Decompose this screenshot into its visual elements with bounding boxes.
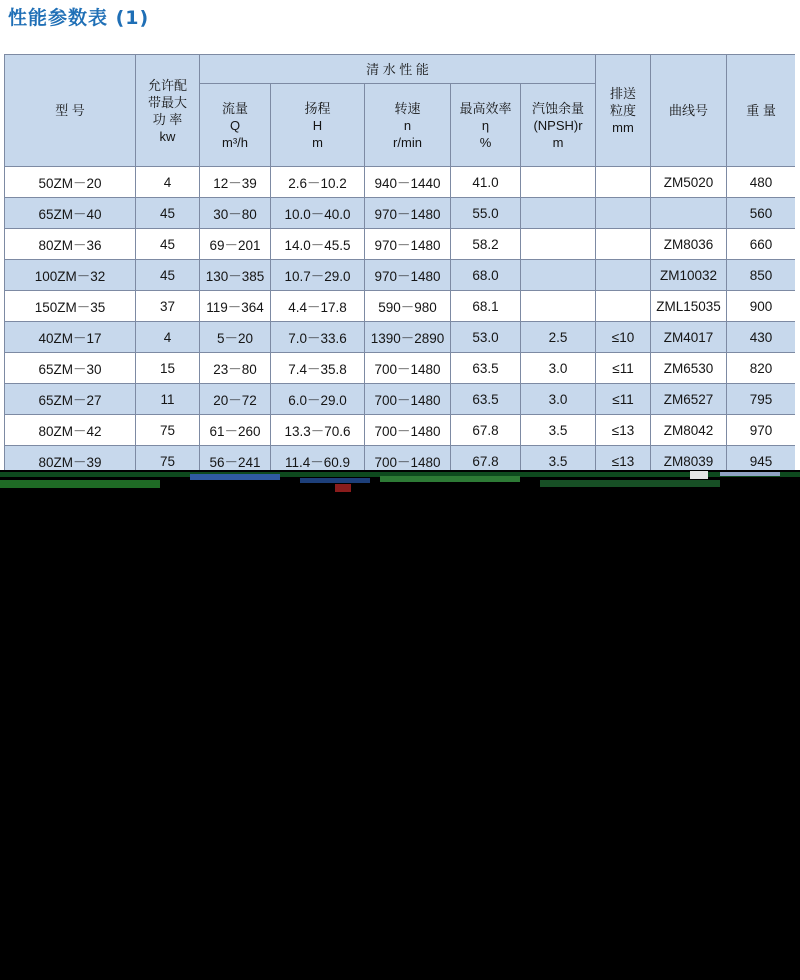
cell-particle xyxy=(596,229,651,260)
cell-weight: 430 xyxy=(727,322,795,353)
cell-flow: 130－385 xyxy=(200,260,271,291)
col-npsh-header: 汽蚀余量 (NPSH)r m xyxy=(521,84,596,167)
cell-head: 6.0－29.0 xyxy=(271,384,365,415)
col-model-header: 型 号 xyxy=(5,55,136,167)
cell-power: 75 xyxy=(136,446,200,471)
cell-flow: 69－201 xyxy=(200,229,271,260)
cell-particle xyxy=(596,198,651,229)
table-row xyxy=(5,229,796,260)
cell-curve: ZM8042 xyxy=(651,415,727,446)
cell-efficiency: 68.0 xyxy=(451,260,521,291)
cell-npsh: 3.0 xyxy=(521,384,596,415)
cell-efficiency: 41.0 xyxy=(451,167,521,198)
cell-speed: 1390－2890 xyxy=(365,322,451,353)
cell-model: 80ZM－39 xyxy=(5,446,136,471)
cell-weight: 850 xyxy=(727,260,795,291)
table-row xyxy=(5,291,796,322)
cell-curve: ZM5020 xyxy=(651,167,727,198)
col-power-header: 允许配 带最大 功 率 kw xyxy=(136,55,200,167)
cell-model: 80ZM－42 xyxy=(5,415,136,446)
cell-head: 14.0－45.5 xyxy=(271,229,365,260)
table-body xyxy=(5,167,796,471)
cell-weight: 900 xyxy=(727,291,795,322)
cell-weight: 795 xyxy=(727,384,795,415)
cell-speed: 590－980 xyxy=(365,291,451,322)
cell-npsh: 2.5 xyxy=(521,322,596,353)
cell-speed: 970－1480 xyxy=(365,260,451,291)
cell-model: 65ZM－40 xyxy=(5,198,136,229)
col-speed-header: 转速 n r/min xyxy=(365,84,451,167)
cell-flow: 61－260 xyxy=(200,415,271,446)
cell-power: 37 xyxy=(136,291,200,322)
cell-efficiency: 55.0 xyxy=(451,198,521,229)
cell-power: 45 xyxy=(136,260,200,291)
cell-flow: 56－241 xyxy=(200,446,271,471)
cell-head: 13.3－70.6 xyxy=(271,415,365,446)
cell-efficiency: 67.8 xyxy=(451,446,521,471)
cell-npsh xyxy=(521,167,596,198)
clean-water-group-header: 清 水 性 能 xyxy=(200,55,596,84)
cell-npsh xyxy=(521,229,596,260)
col-particle-header: 排送 粒度 mm xyxy=(596,55,651,167)
cell-particle: ≤11 xyxy=(596,384,651,415)
performance-table-wrap xyxy=(4,54,795,470)
table-row xyxy=(5,415,796,446)
col-weight-header: 重 量 xyxy=(727,55,795,167)
table-row xyxy=(5,198,796,229)
cell-curve: ZM8039 xyxy=(651,446,727,471)
cell-flow: 5－20 xyxy=(200,322,271,353)
cell-particle: ≤13 xyxy=(596,415,651,446)
cell-weight: 480 xyxy=(727,167,795,198)
cell-particle: ≤13 xyxy=(596,446,651,471)
cell-weight: 560 xyxy=(727,198,795,229)
cell-head: 10.0－40.0 xyxy=(271,198,365,229)
cell-curve: ZM4017 xyxy=(651,322,727,353)
cell-particle xyxy=(596,260,651,291)
cell-flow: 30－80 xyxy=(200,198,271,229)
cell-model: 65ZM－27 xyxy=(5,384,136,415)
cell-speed: 940－1440 xyxy=(365,167,451,198)
cell-particle: ≤10 xyxy=(596,322,651,353)
table-row xyxy=(5,260,796,291)
cell-curve xyxy=(651,198,727,229)
performance-table xyxy=(4,54,795,470)
cell-head: 7.0－33.6 xyxy=(271,322,365,353)
col-curve-header: 曲线号 xyxy=(651,55,727,167)
cell-head: 7.4－35.8 xyxy=(271,353,365,384)
cell-curve: ZM6530 xyxy=(651,353,727,384)
page-title: 性能参数表 (1) xyxy=(8,7,150,29)
cell-efficiency: 53.0 xyxy=(451,322,521,353)
cell-speed: 700－1480 xyxy=(365,415,451,446)
cell-model: 40ZM－17 xyxy=(5,322,136,353)
cell-weight: 945 xyxy=(727,446,795,471)
cell-head: 2.6－10.2 xyxy=(271,167,365,198)
cell-head: 11.4－60.9 xyxy=(271,446,365,471)
col-flow-header: 流量 Q m³/h xyxy=(200,84,271,167)
cell-head: 4.4－17.8 xyxy=(271,291,365,322)
cell-model: 65ZM－30 xyxy=(5,353,136,384)
cell-particle: ≤11 xyxy=(596,353,651,384)
cell-curve: ZM6527 xyxy=(651,384,727,415)
table-row xyxy=(5,322,796,353)
cell-model: 50ZM－20 xyxy=(5,167,136,198)
cell-speed: 700－1480 xyxy=(365,353,451,384)
cell-flow: 23－80 xyxy=(200,353,271,384)
cell-model: 150ZM－35 xyxy=(5,291,136,322)
col-head-header: 扬程 H m xyxy=(271,84,365,167)
cell-efficiency: 63.5 xyxy=(451,384,521,415)
cell-curve: ZML15035 xyxy=(651,291,727,322)
cell-efficiency: 68.1 xyxy=(451,291,521,322)
cell-speed: 970－1480 xyxy=(365,229,451,260)
cell-particle xyxy=(596,291,651,322)
cell-power: 4 xyxy=(136,167,200,198)
image-corruption-band xyxy=(0,462,800,494)
cell-power: 11 xyxy=(136,384,200,415)
cell-flow: 12－39 xyxy=(200,167,271,198)
cell-power: 45 xyxy=(136,229,200,260)
cell-weight: 660 xyxy=(727,229,795,260)
cell-speed: 700－1480 xyxy=(365,384,451,415)
cell-power: 15 xyxy=(136,353,200,384)
cell-speed: 700－1480 xyxy=(365,446,451,471)
cell-npsh xyxy=(521,198,596,229)
cell-particle xyxy=(596,167,651,198)
cell-flow: 20－72 xyxy=(200,384,271,415)
cell-model: 80ZM－36 xyxy=(5,229,136,260)
cell-npsh xyxy=(521,291,596,322)
cell-efficiency: 63.5 xyxy=(451,353,521,384)
cell-curve: ZM10032 xyxy=(651,260,727,291)
cell-head: 10.7－29.0 xyxy=(271,260,365,291)
cell-npsh: 3.5 xyxy=(521,415,596,446)
cell-efficiency: 67.8 xyxy=(451,415,521,446)
cell-power: 4 xyxy=(136,322,200,353)
col-efficiency-header: 最高效率 η % xyxy=(451,84,521,167)
cell-power: 75 xyxy=(136,415,200,446)
cell-power: 45 xyxy=(136,198,200,229)
table-row xyxy=(5,384,796,415)
cell-model: 100ZM－32 xyxy=(5,260,136,291)
cell-npsh: 3.0 xyxy=(521,353,596,384)
cell-npsh xyxy=(521,260,596,291)
table-row xyxy=(5,167,796,198)
cell-weight: 970 xyxy=(727,415,795,446)
table-row xyxy=(5,353,796,384)
cell-npsh: 3.5 xyxy=(521,446,596,471)
cell-weight: 820 xyxy=(727,353,795,384)
cell-efficiency: 58.2 xyxy=(451,229,521,260)
cell-flow: 119－364 xyxy=(200,291,271,322)
table-header xyxy=(5,55,796,167)
cell-speed: 970－1480 xyxy=(365,198,451,229)
cell-curve: ZM8036 xyxy=(651,229,727,260)
